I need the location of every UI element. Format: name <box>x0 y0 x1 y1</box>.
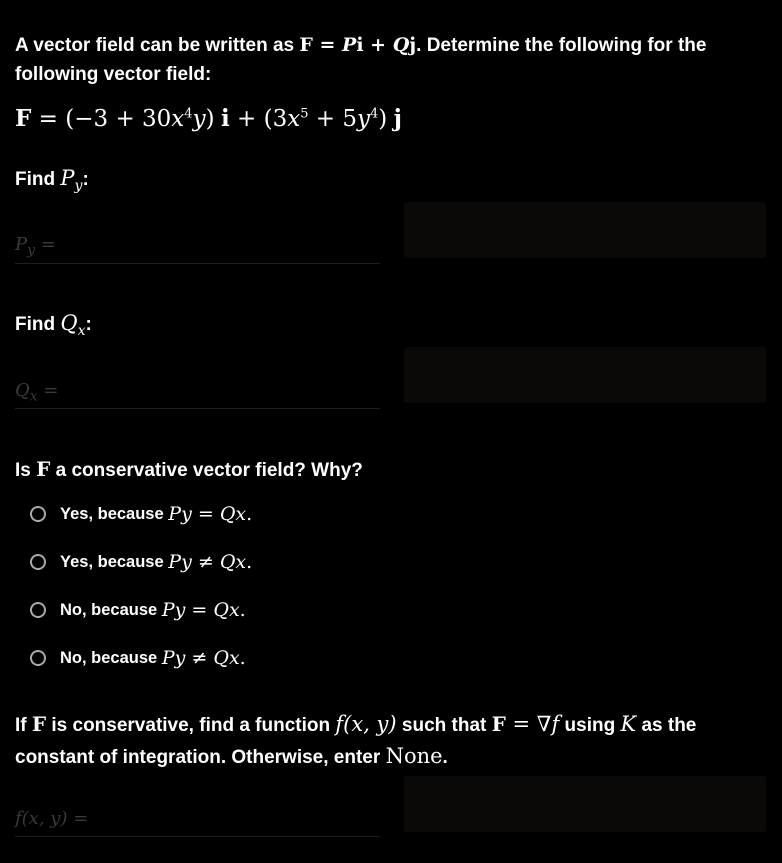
qx-field-label: $Q_x$ = <box>15 380 59 405</box>
qx-input[interactable] <box>15 407 380 409</box>
question-find-py: Find $P_y$: <box>15 166 89 194</box>
question-find-qx: Find $Q_x$: <box>15 311 92 339</box>
f-answer-box[interactable] <box>404 776 766 832</box>
radio-button[interactable] <box>30 554 46 570</box>
question-conservative: Is F a conservative vector field? Why? <box>15 457 363 481</box>
py-field-label: $P_y$ = <box>15 234 56 259</box>
radio-button[interactable] <box>30 650 46 666</box>
option-yes-equal[interactable]: Yes, because P y = Q x . <box>30 503 252 525</box>
option-no-not-equal[interactable]: No, because P y ≠ Q x . <box>30 647 246 669</box>
f-field-label: f(x, y) = <box>15 808 89 829</box>
option-yes-not-equal[interactable]: Yes, because P y ≠ Q x . <box>30 551 252 573</box>
radio-button[interactable] <box>30 602 46 618</box>
py-answer-box[interactable] <box>404 202 766 258</box>
qx-answer-box[interactable] <box>404 347 766 403</box>
vector-field-formula: $F = (-3 + 30x^4y)$ $i + (3x^5 + 5y^4)$ j <box>15 105 402 132</box>
py-input[interactable] <box>15 262 380 264</box>
f-input[interactable] <box>15 835 380 837</box>
option-no-equal[interactable]: No, because P y = Q x . <box>30 599 246 621</box>
question-potential-function: If F is conservative, find a function f(x, y) such that F = ∇f using K as the constant of integration. Otherwise, enter None. <box>15 712 697 768</box>
intro-text: A vector field can be written as F = Pi + Qj. Determine the following for the following vector field: <box>15 34 707 85</box>
radio-button[interactable] <box>30 506 46 522</box>
